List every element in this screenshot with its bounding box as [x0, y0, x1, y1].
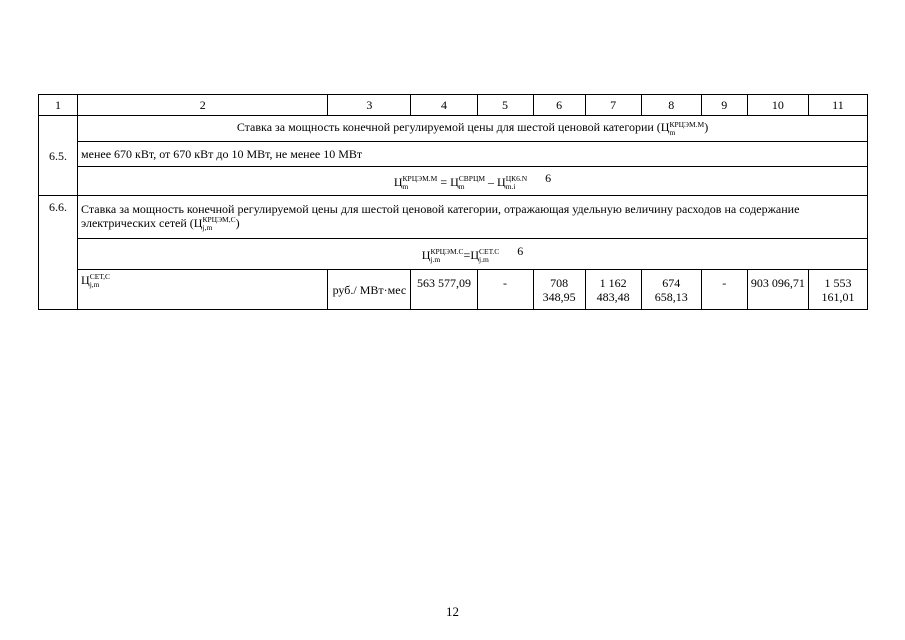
unit-cell: руб./ МВт·мес: [328, 270, 411, 310]
column-header: 10: [747, 95, 808, 116]
column-header: 7: [585, 95, 641, 116]
power-ranges: менее 670 кВт, от 670 кВт до 10 МВт, не менее 10 МВт: [78, 142, 868, 167]
column-header: 8: [641, 95, 701, 116]
value-cell: -: [477, 270, 533, 310]
column-header: 11: [808, 95, 867, 116]
row-number: 6.6.: [39, 196, 78, 310]
network-formula: Ц КРЦЭМ.С j.m =Ц СЕТ.С j.m 6: [78, 239, 868, 270]
row-6-5-title: [39, 116, 868, 142]
page-number: 12: [446, 604, 459, 619]
value-cell: 674 658,13: [641, 270, 701, 310]
row-number: 6.5.: [39, 116, 78, 196]
value-cell: 903 096,71: [747, 270, 808, 310]
column-header: 5: [477, 95, 533, 116]
column-header-row: [39, 95, 868, 116]
price-formula: Ц КРЦЭМ.М m = Ц СВРЦМ m – Ц ЦК6.N m.i 6: [78, 167, 868, 196]
value-cell: 1 162 483,48: [585, 270, 641, 310]
indicator-name: Ц СЕТ,С j,m: [78, 270, 328, 310]
value-cell: 1 553 161,01: [808, 270, 867, 310]
value-cell: -: [701, 270, 747, 310]
value-cell: 708 348,95: [533, 270, 585, 310]
row-6-6-formula: [39, 239, 868, 270]
column-header: 4: [411, 95, 477, 116]
value-cell: 563 577,09: [411, 270, 477, 310]
row-6-5-subtitle: [39, 142, 868, 167]
column-header: 1: [39, 95, 78, 116]
row-6-6-values: [39, 270, 868, 310]
column-header: 9: [701, 95, 747, 116]
section-description: Ставка за мощность конечной регулируемой цены для шестой ценовой категории, отражающая удельную величину расходов на содержание электрических сетей (Ц КРЦЭМ,С j,m ): [78, 196, 868, 239]
column-header: 6: [533, 95, 585, 116]
column-header: 3: [328, 95, 411, 116]
tariff-table: [38, 94, 868, 310]
section-title: Ставка за мощность конечной регулируемой цены для шестой ценовой категории (Ц КРЦЭМ.М m ): [78, 116, 868, 142]
column-header: 2: [78, 95, 328, 116]
row-6-6-desc: [39, 196, 868, 239]
footnote-ref: 6: [545, 170, 552, 185]
row-6-5-formula: [39, 167, 868, 196]
footnote-ref: 6: [517, 243, 524, 258]
